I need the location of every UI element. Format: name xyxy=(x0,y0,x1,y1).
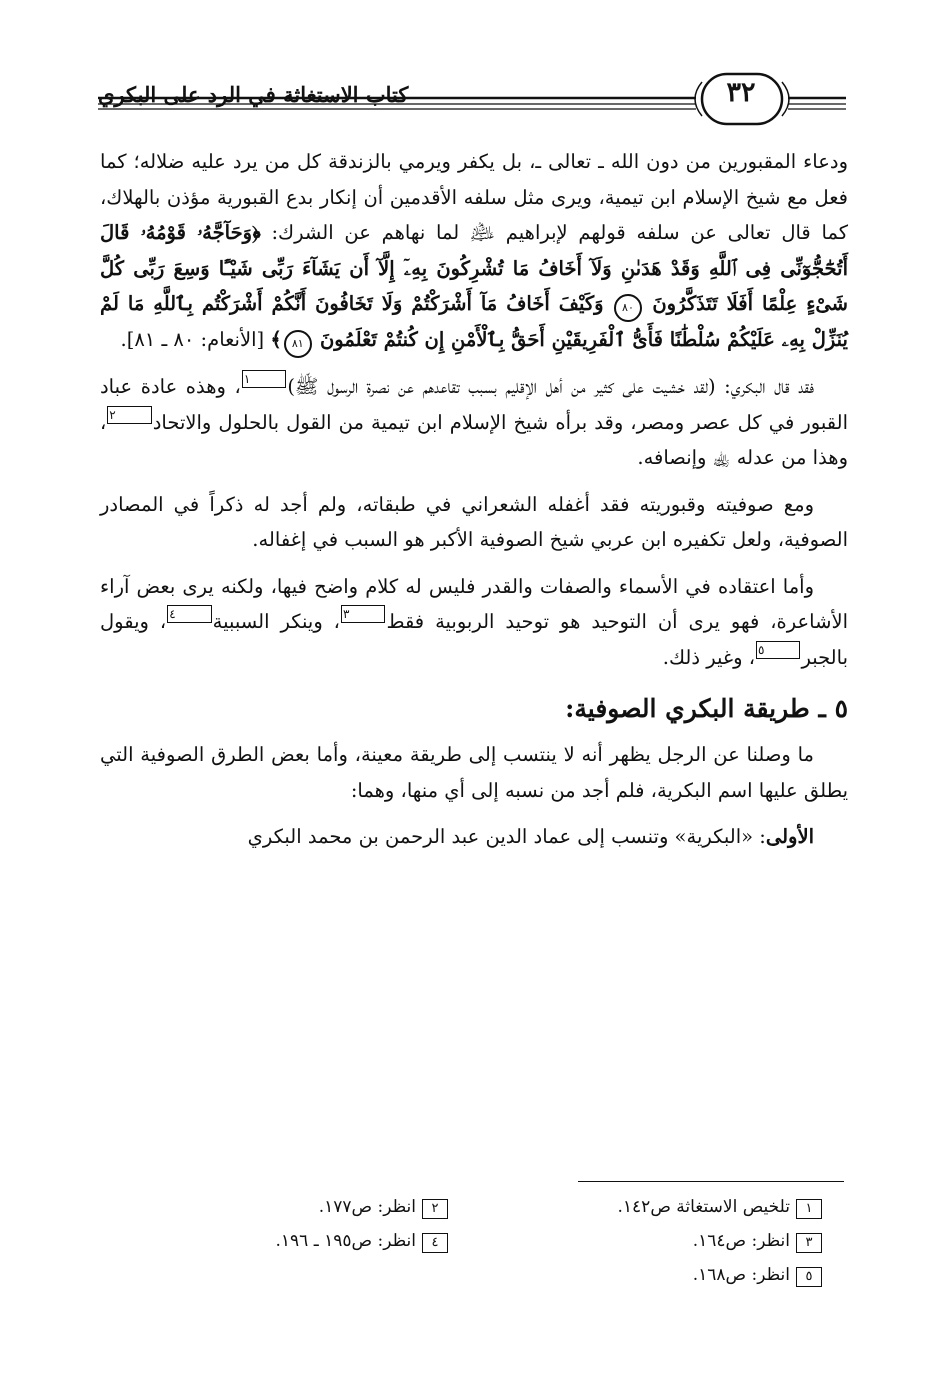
quran-verse-80: ﴿وَحَآجَّهُۥ قَوْمُهُۥ قَالَ أَتُحَٰٓجُّوٓنِّى فِى ٱللَّهِ وَقَدْ هَدَىٰنِ وَلَآ أَخَافُ مَا تُشْرِكُونَ بِهِۦٓ إِلَّآ أَن يَشَآءَ رَبِّى شَيْـًٔا وَسِعَ رَبِّى كُلَّ شَىْءٍ عِلْمًا أَفَلَا تَتَذَكَّرُونَ xyxy=(100,221,848,315)
footnote-ref-4[interactable]: ٤ xyxy=(167,605,211,623)
ayah-marker-80: ٨٠ xyxy=(614,294,642,322)
footnote-row xyxy=(100,1190,848,1224)
paragraph-1-text: ودعاء المقبورين من دون الله ـ تعالى ـ، بل يكفر ويرمي بالزندقة كل من يرد عليه ضلاله؛ كما فعل مع شيخ الإسلام ابن تيمية، ويرى مثل سلفه الأقدمين أن إنكار بدع القبورية مؤذن بالهلاك، كما قال تعالى عن سلفه قولهم لإبراهيم ﵇ لما نهاهم عن الشرك: xyxy=(100,150,848,244)
paragraph-6 xyxy=(100,819,848,855)
main-text xyxy=(100,144,848,866)
footnote-4 xyxy=(100,1224,474,1258)
footnote-ref-5[interactable]: ٥ xyxy=(756,641,800,659)
footnote-number-3: ٣ xyxy=(796,1233,822,1253)
page-number: ٣٢ xyxy=(726,77,756,108)
paragraph-2-part-1: فقد قال البكري: (لقد خشيت على كثير من أهل الإقليم بسبب تقاعدهم عن نصرة الرسول ﷺ) xyxy=(287,375,814,398)
paragraph-2 xyxy=(100,369,848,476)
footnote-number-4: ٤ xyxy=(422,1233,448,1253)
footnote-text-2: انظر: ص١٧٧. xyxy=(318,1197,416,1217)
footnote-2 xyxy=(100,1190,474,1224)
footnote-ref-2[interactable]: ٢ xyxy=(107,406,151,424)
footnote-1 xyxy=(474,1190,848,1224)
footnote-number-2: ٢ xyxy=(422,1199,448,1219)
footnote-ref-1[interactable]: ١ xyxy=(242,370,286,388)
paragraph-6-lead: الأولى xyxy=(765,825,814,848)
footnote-number-5: ٥ xyxy=(796,1267,822,1287)
ayah-marker-81: ٨١ xyxy=(284,330,312,358)
footnote-number-1: ١ xyxy=(796,1199,822,1219)
paragraph-4-part-4: ، وغير ذلك. xyxy=(662,645,755,669)
footnote-separator xyxy=(578,1181,844,1182)
paragraph-4-part-2: ، وينكر السببية xyxy=(212,610,340,633)
paragraph-4 xyxy=(100,569,848,676)
section-heading: ٥ ـ طريقة البكري الصوفية: xyxy=(565,694,848,723)
page-header xyxy=(98,68,846,130)
book-title: كتاب الاستغاثة في الرد على البكري xyxy=(98,82,409,107)
footnote-text-3: انظر: ص١٦٤. xyxy=(692,1231,790,1251)
footnote-text-4: انظر: ص١٩٥ ـ ١٩٦. xyxy=(275,1231,416,1251)
quran-close-bracket: ﴾ xyxy=(270,328,282,351)
footnote-text-5: انظر: ص١٦٨. xyxy=(692,1265,790,1285)
paragraph-4-part-3: ، ويقول بالجبر xyxy=(100,610,848,669)
footnote-row xyxy=(100,1224,848,1258)
footnote-row xyxy=(100,1258,848,1292)
footnotes xyxy=(100,1190,848,1292)
paragraph-2-part-3: ، وهذا من عدله ﵀ وإنصافه. xyxy=(100,410,848,469)
paragraph-5: ما وصلنا عن الرجل يظهر أنه لا ينتسب إلى طريقة معينة، وأما بعض الطرق الصوفية التي يطلق عليها اسم البكرية، فلم أجد من نسبه إلى أي منها، وهما: xyxy=(100,743,848,802)
paragraph-2-part-2: ، وهذه عادة عباد القبور في كل عصر ومصر، وقد برأه شيخ الإسلام ابن تيمية من القول بالحلول والاتحاد xyxy=(100,375,848,434)
quran-verse-81: وَكَيْفَ أَخَافُ مَآ أَشْرَكْتُمْ وَلَا تَخَافُونَ أَنَّكُمْ أَشْرَكْتُم بِٱللَّهِ مَا لَمْ يُنَزِّلْ بِهِۦ عَلَيْكُمْ سُلْطَٰنًا فَأَىُّ ٱلْفَرِيقَيْنِ أَحَقُّ بِٱلْأَمْنِ إِن كُنتُمْ تَعْلَمُونَ xyxy=(100,292,848,351)
footnote-3 xyxy=(474,1224,848,1258)
paragraph-6-text: : «البكرية» وتنسب إلى عماد الدين عبد الرحمن بن محمد البكري xyxy=(247,825,766,848)
paragraph-1 xyxy=(100,144,848,358)
paragraph-3: ومع صوفيته وقبوريته فقد أغفله الشعراني في طبقاته، ولم أجد له ذكراً في المصادر الصوفية، ولعل تكفيره ابن عربي شيخ الصوفية الأكبر هو السبب في إغفاله. xyxy=(100,492,848,551)
footnote-ref-3[interactable]: ٣ xyxy=(341,605,385,623)
quran-citation: [الأنعام: ٨٠ ـ ٨١]. xyxy=(120,328,271,351)
paragraph-4-part-1: وأما اعتقاده في الأسماء والصفات والقدر فليس له كلام واضح فيها، ولكنه يرى بعض آراء الأشاعرة، فهو يرى أن التوحيد هو توحيد الربوبية فقط xyxy=(100,574,848,633)
footnote-5 xyxy=(474,1258,848,1292)
footnote-text-1: تلخيص الاستغاثة ص١٤٢. xyxy=(617,1197,790,1217)
